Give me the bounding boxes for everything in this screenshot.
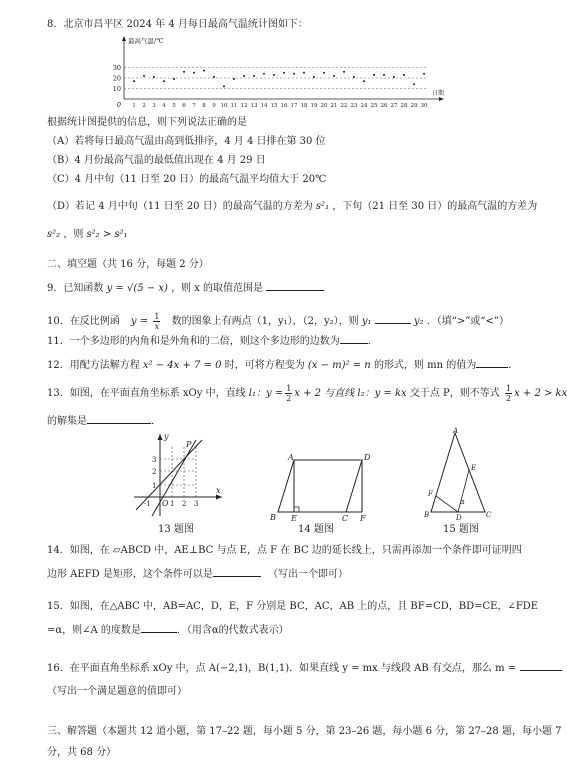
q8-option-d-text: （D）若记 4 月中旬（11 日至 20 日）的最高气温的方差为 — [47, 201, 313, 212]
data-point — [253, 75, 255, 77]
q11 — [47, 333, 378, 349]
fig15-label-C: C — [486, 511, 492, 519]
data-point — [243, 75, 245, 77]
q13-frac2-num: 1 — [505, 384, 512, 393]
q10-text-b: 数的图象上有两点（1，y₁），（2，y₂），则 — [171, 316, 359, 327]
fig15-label-A: A — [453, 427, 459, 435]
q15-line2-a: =α，则∠A 的度数是 — [47, 625, 141, 636]
x-axis-label: 日期 — [432, 90, 445, 97]
q12-equation: x² − 4x + 7 = 0 — [142, 360, 222, 371]
data-point — [133, 80, 135, 82]
q10-answer-blank[interactable] — [375, 313, 411, 324]
q12-text-a: 12．用配方法解方程 — [47, 360, 140, 371]
fig13-tick-x2: 2 — [182, 500, 187, 508]
temperature-chart — [110, 35, 450, 113]
data-point — [313, 76, 315, 78]
q13-line2 — [47, 413, 161, 429]
x-tick-label: 23 — [350, 103, 358, 109]
data-point — [353, 76, 355, 78]
data-point — [293, 73, 295, 75]
q13-line1 — [47, 384, 567, 403]
parallelogram-ABCD — [278, 460, 362, 512]
figure-15 — [424, 427, 495, 522]
q11-answer-blank[interactable] — [340, 333, 368, 344]
section-3-line1: 三、解答题（本题共 12 道小题，第 17–22 题，每小题 5 分，第 23–26 题，每小题 6 分，第 27–28 题，每小题 7 — [47, 726, 562, 737]
q9-text-a: 9．已知函数 — [47, 283, 104, 294]
data-point — [373, 74, 375, 76]
x-tick-label: 20 — [320, 103, 328, 109]
variance-s2: s²₂ — [47, 229, 61, 240]
q10-frac-num: 1 — [154, 312, 160, 321]
q8-option-d-then: ，则 — [63, 229, 84, 240]
fig15-label-E: E — [471, 464, 477, 472]
y-axis-arrow — [158, 434, 163, 440]
fig13-tick-y3: 3 — [152, 456, 157, 464]
data-point — [233, 78, 235, 80]
q14-line2 — [47, 566, 348, 582]
data-point — [323, 72, 325, 74]
q13-l2: l₂：y = kx — [357, 388, 407, 399]
q8-option-d-line2 — [47, 228, 128, 242]
q11-text: 11．一个多边形的内角和是外角和的二倍，则这个多边形的边数为 — [47, 336, 340, 347]
q10-text-c: ．（填“>”或“<”） — [426, 316, 509, 327]
q13-frac1-num: 1 — [286, 384, 292, 393]
data-point — [213, 76, 215, 78]
q10-fraction — [153, 312, 160, 331]
q13-frac2 — [505, 384, 512, 403]
fig15-label-alpha: α — [460, 498, 465, 506]
q9-text-b: ，则 x 的取值范围是 — [171, 283, 264, 294]
q9-answer-blank[interactable] — [266, 280, 324, 291]
x-axis-arrow — [216, 495, 222, 500]
q13-answer-blank[interactable] — [87, 413, 151, 424]
data-point — [263, 73, 265, 75]
q8-option-d-line1 — [47, 200, 537, 214]
q13-frac2-den: 2 — [505, 394, 512, 403]
q8-option-a: （A）若将每日最高气温由高到低排序，4 月 4 日排在第 30 位 — [47, 136, 326, 147]
data-point — [223, 85, 225, 87]
q16-answer-blank[interactable] — [520, 660, 562, 671]
x-tick-label: 22 — [340, 103, 348, 109]
q8-option-d-text2: ，下旬（21 日至 30 日）的最高气温的方差为 — [332, 201, 538, 212]
q12-text-b: 时，可将方程变为 — [224, 360, 305, 371]
x-tick-label: 18 — [300, 103, 308, 109]
fig15-label-D: D — [456, 514, 462, 522]
q8-option-b: （B）4 月份最高气温的最低值出现在 4 月 29 日 — [47, 155, 266, 166]
q13-frac1 — [285, 384, 292, 403]
q14-line2-a: 边形 AEFD 是矩形，这个条件可以是 — [47, 569, 213, 580]
fig13-label-P: P — [186, 440, 192, 449]
q12 — [47, 357, 518, 373]
x-tick-label: 28 — [400, 103, 408, 109]
fig14-label-D: D — [364, 453, 371, 462]
x-tick-label: 1 — [132, 103, 136, 109]
right-angle-mark — [294, 507, 299, 512]
data-point — [303, 72, 305, 74]
x-tick-label: 8 — [202, 103, 206, 109]
q15-line1: 15．如图，在△ABC 中，AB=AC，D，E，F 分别是 BC，AC，AB 上的点，且 BF=CD，BD=CE，∠FDE — [47, 601, 539, 612]
x-tick-label: 29 — [410, 103, 418, 109]
figure-13 — [130, 430, 230, 520]
x-tick-label: 7 — [192, 103, 196, 109]
y-tick-label: 20 — [112, 74, 121, 83]
q8-option-c: （C）4 月中旬（11 日至 20 日）的最高气温平均值大于 20℃ — [47, 174, 327, 185]
q13-frac1-den: 2 — [286, 394, 292, 403]
q13-line2-text: 的解集是 — [47, 416, 87, 427]
q14-line1: 14．如图，在 ▱ABCD 中，AE⊥BC 与点 E，点 F 在 BC 边的延长线上，只需再添加一个条件即可证明四 — [47, 545, 522, 556]
q11-end: ． — [367, 336, 378, 347]
q16-line1-text: 16．在平面直角坐标系 xOy 中，点 A(−2,1)，B(1,1)．如果直线 y = mx 与线段 AB 有交点，那么 m = — [47, 663, 517, 674]
q8-note: 根据统计图提供的信息，则下列说法正确的是 — [47, 117, 247, 128]
fig14-label-F: F — [360, 514, 366, 523]
data-point — [363, 80, 365, 82]
q9-expr: y = √(5 − x) — [106, 283, 168, 294]
x-tick-label: 3 — [152, 103, 156, 109]
q13-text-a: 13．如图，在平面直角坐标系 xOy 中，直线 — [47, 388, 246, 399]
fig14-label-E: E — [291, 514, 297, 523]
data-point — [393, 76, 395, 78]
data-point — [383, 74, 385, 76]
section-2-title: 二、填空题（共 16 分，每题 2 分） — [47, 259, 209, 270]
q13-inequality: x + 2 > kx — [514, 388, 567, 399]
y-axis-arrow — [122, 36, 126, 41]
data-point — [203, 70, 205, 72]
q12-end: ． — [508, 360, 519, 371]
data-point — [423, 73, 425, 75]
variance-relation: s²₂ > s²₁ — [86, 229, 128, 240]
q15-answer-blank[interactable] — [141, 622, 177, 633]
y-tick-label: 30 — [112, 64, 121, 72]
x-tick-label: 21 — [330, 103, 338, 109]
data-point — [273, 74, 275, 76]
section-3-line2: 分，共 68 分） — [47, 747, 117, 758]
fig14-label-A: A — [288, 453, 294, 462]
q13-l1b: x + 2 与直线 — [294, 388, 355, 399]
q10 — [47, 312, 509, 331]
data-point — [333, 75, 335, 77]
x-tick-label: 14 — [260, 103, 268, 109]
x-tick-label: 4 — [162, 103, 166, 109]
fig13-tick-neg1: -1 — [144, 500, 151, 508]
fig15-label-B: B — [424, 511, 430, 519]
x-tick-label: 12 — [240, 103, 248, 109]
data-point — [403, 74, 405, 76]
data-point — [173, 78, 175, 80]
fig14-label-C: C — [342, 514, 349, 523]
x-tick-label: 24 — [360, 103, 368, 109]
x-tick-label: 16 — [280, 103, 288, 109]
fig13-label-O: O — [162, 499, 169, 508]
x-tick-label: 13 — [250, 103, 258, 109]
q13-text-b: 交于点 P，则不等式 — [409, 388, 500, 399]
triangle-ABC — [431, 433, 485, 512]
y-axis-label: 最高气温/℃ — [128, 37, 164, 45]
x-tick-label: 19 — [310, 103, 318, 109]
q12-answer-blank[interactable] — [476, 357, 508, 368]
q12-text-c: 的形式，则 mn 的值为 — [373, 360, 477, 371]
figure-14-caption: 14 题图 — [298, 524, 334, 535]
q12-form: (x − m)² = n — [307, 360, 371, 371]
q14-answer-blank[interactable] — [213, 566, 261, 577]
fig13-tick-y1: 1 — [152, 482, 157, 490]
q13-end: ． — [151, 416, 161, 427]
x-tick-label: 15 — [270, 103, 278, 109]
data-point — [163, 80, 165, 82]
q10-y2: y₂ — [413, 316, 424, 327]
data-point — [143, 75, 145, 77]
segment-FD — [436, 496, 458, 512]
data-point — [193, 72, 195, 74]
q9 — [47, 280, 324, 296]
x-tick-label: 17 — [290, 103, 298, 109]
q8-stem: 8．北京市昌平区 2024 年 4 月每日最高气温统计图如下： — [47, 19, 308, 30]
x-tick-label: 10 — [220, 103, 228, 109]
data-point — [153, 76, 155, 78]
x-tick-label: 2 — [142, 103, 146, 109]
fig15-label-F: F — [428, 490, 433, 498]
q13-l1: l₁：y = — [248, 388, 284, 399]
fig14-label-B: B — [270, 513, 276, 522]
fig13-label-x: x — [216, 486, 221, 495]
q15-line2 — [47, 622, 289, 638]
q10-frac-den: x — [154, 322, 160, 331]
y-tick-label: 10 — [112, 85, 121, 93]
data-point — [283, 72, 285, 74]
x-tick-label: 26 — [380, 103, 388, 109]
variance-s1: s²₁ — [315, 201, 330, 212]
q10-text-a: 10．在反比例函 — [47, 316, 120, 327]
data-point — [413, 83, 415, 85]
x-tick-label: 30 — [420, 103, 428, 109]
q10-y: y = — [130, 316, 149, 327]
figure-14 — [270, 452, 380, 522]
x-tick-label: 25 — [370, 103, 378, 109]
q16-line2: （写出一个满足题意的值即可） — [47, 686, 187, 697]
q16-line1 — [47, 660, 562, 676]
figure-15-caption: 15 题图 — [443, 524, 479, 535]
data-point — [343, 71, 345, 73]
x-tick-label: 27 — [390, 103, 398, 109]
data-point — [183, 71, 185, 73]
fig13-tick-x3: 3 — [194, 500, 199, 508]
fig13-tick-y2: 2 — [152, 468, 157, 476]
x-tick-label: 6 — [182, 103, 186, 109]
q10-y1: y₁ — [361, 316, 372, 327]
origin-label: 0 — [116, 101, 122, 109]
q14-line2-b: （写出一个即可） — [268, 569, 349, 580]
x-axis-arrow — [439, 97, 444, 101]
fig13-tick-x1: 1 — [170, 500, 175, 508]
x-tick-label: 11 — [230, 103, 238, 109]
figure-13-caption: 13 题图 — [158, 524, 194, 535]
x-tick-label: 5 — [172, 103, 176, 109]
q15-line2-b: ．（用含α的代数式表示） — [176, 625, 289, 636]
fig13-label-y: y — [164, 432, 169, 441]
x-tick-label: 9 — [212, 103, 216, 109]
